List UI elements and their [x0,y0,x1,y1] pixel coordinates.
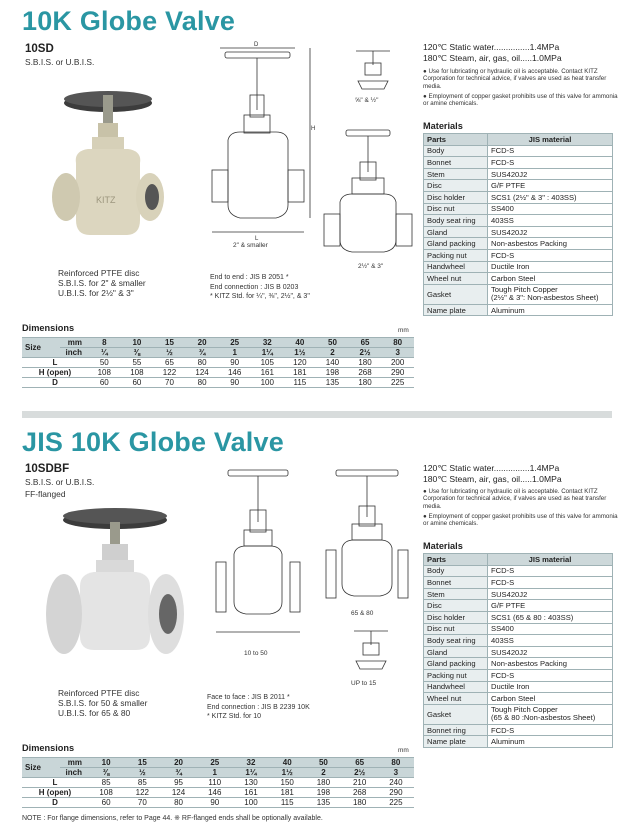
size-mm: 20 [160,758,196,768]
dimension-label: L [22,778,88,788]
dimensions-table-2 [22,757,414,808]
materials-table-2: Parts JIS material Body FCD-S Bonnet FCD-S Stem SUS420J2 Disc G/F PTFE Disc holder SCS1 (65 & 80 : 403SS) Disc nut SS400 Body seat ring 403SS Gland SUS420J2 Gland packing Non-asbestos Packing Packing nut FCD-S Handwheel Ductile Iron Wheel nut Carbon Steel Gasket Tough Pitch Copper (65 & 80 :Non-asbestos Sheet) Bonnet ring FCD-S Name plate Aluminum [423,553,613,748]
disc-note: Reinforced PTFE disc S.B.I.S. for 2" & smaller U.B.I.S. for 2½" & 3" [58,268,146,298]
dimension-row [22,378,414,388]
dimension-value: 90 [218,378,251,388]
part-material: FCD-S [488,669,613,681]
part-name: Packing nut [424,669,488,681]
part-name: Stem [424,588,488,600]
size-label: Size [22,338,60,358]
size-inch: ½ [124,768,160,778]
section-divider [22,411,612,418]
materials-row [424,273,613,285]
drawing-top [348,45,398,95]
part-material: G/F PTFE [488,180,613,192]
size-label: Size [22,758,60,778]
page-title-2: JIS 10K Globe Valve [22,427,284,457]
dimension-value: 140 [316,358,349,368]
size-inch: ¾ [160,768,196,778]
size-inch: 2½ [349,348,382,358]
dimension-value: 120 [284,358,317,368]
size-mm: 15 [124,758,160,768]
size-mm: 25 [218,338,251,348]
dim-l-label: L [255,236,259,242]
part-name: Body seat ring [424,215,488,227]
dimension-value: 80 [186,378,219,388]
part-name: Body [424,565,488,577]
materials-row [424,215,613,227]
part-material: Ductile Iron [488,261,613,273]
size-mm: 50 [316,338,349,348]
materials-row [424,226,613,238]
dimension-value: 180 [349,378,382,388]
flange-label: FF-flanged [25,489,66,499]
dimension-row [22,778,414,788]
dimension-value: 60 [121,378,154,388]
part-material: SCS1 (65 & 80 : 403SS) [488,611,613,623]
dimension-value: 135 [305,798,341,808]
part-material: Aluminum [488,304,613,316]
part-name: Disc nut [424,203,488,215]
dimension-value: 108 [121,368,154,378]
size-mm: 15 [153,338,186,348]
end-connection-info-2: Face to face : JIS B 2011 * End connection : JIS B 2239 10K * KITZ Std. for 10 [207,694,310,720]
part-material: FCD-S [488,157,613,169]
materials-row [424,284,613,304]
part-name: Name plate [424,736,488,748]
part-material: Non-asbestos Packing [488,658,613,670]
dimensions-title-2: Dimensions [22,743,75,753]
dimension-row [22,788,414,798]
size-inch: 1 [218,348,251,358]
usage-notes: ● Use for lubricating or hydraulic oil is acceptable. Contact KITZ Corporation for technical advice, if valves are used as heat transfer media. ● Employment of copper gasket prohibits use of this valve for ammonia or amine chemicals. [423,68,618,108]
dimension-row [22,368,414,378]
dimension-label: H (open) [22,368,88,378]
dimension-value: 122 [124,788,160,798]
size-inch: 2½ [342,768,378,778]
materials-row [424,724,613,736]
part-name: Disc holder [424,191,488,203]
dimension-value: 124 [186,368,219,378]
size-mm: 32 [233,758,269,768]
dimension-label: L [22,358,88,368]
part-material: FCD-S [488,577,613,589]
size-mm: 65 [342,758,378,768]
unit-mm-label: mm [60,758,88,768]
dimension-label: D [22,378,88,388]
materials-row [424,669,613,681]
part-material: G/F PTFE [488,600,613,612]
part-name: Disc [424,600,488,612]
dimension-value: 70 [124,798,160,808]
drawing-large-label: 2½" & 3" [358,263,384,270]
dim-h-label: H [311,126,316,132]
materials-row [424,577,613,589]
dim-d-label: D [254,42,259,48]
part-name: Gland [424,226,488,238]
part-name: Gasket [424,704,488,724]
dimension-row [22,798,414,808]
dimension-value: 161 [251,368,284,378]
drawing-top-2-label: UP to 15 [351,680,377,687]
dimension-label: D [22,798,88,808]
part-name: Disc holder [424,611,488,623]
dimension-value: 110 [197,778,233,788]
size-inch: 3 [378,768,414,778]
dimension-value: 85 [124,778,160,788]
dimension-label: H (open) [22,788,88,798]
size-mm: 32 [251,338,284,348]
part-name: Handwheel [424,681,488,693]
part-name: Bonnet ring [424,724,488,736]
part-name: Name plate [424,304,488,316]
part-material: FCD-S [488,565,613,577]
dimension-value: 290 [381,368,414,378]
part-name: Wheel nut [424,273,488,285]
materials-row [424,704,613,724]
valve-photo [48,85,178,260]
drawing-large [318,122,418,262]
part-material: SCS1 (2½" & 3" : 403SS) [488,191,613,203]
dimension-value: 100 [233,798,269,808]
dimension-value: 225 [381,378,414,388]
dimension-value: 150 [269,778,305,788]
materials-row [424,238,613,250]
materials-row [424,168,613,180]
dimension-value: 130 [233,778,269,788]
dimension-value: 181 [269,788,305,798]
dimension-value: 55 [121,358,154,368]
part-name: Bonnet [424,157,488,169]
materials-row [424,658,613,670]
dimension-value: 50 [88,358,121,368]
standard-label: S.B.I.S. or U.B.I.S. [25,57,95,67]
dimensions-table [22,337,414,388]
pressure-rating: 120℃ Static water...............1.4MPa 180℃ Steam, air, gas, oil.....1.0MPa [423,42,562,63]
dimension-value: 290 [378,788,414,798]
size-mm: 25 [197,758,233,768]
dimension-value: 225 [378,798,414,808]
size-inch: ¼ [88,348,121,358]
dimension-value: 146 [197,788,233,798]
dimension-value: 80 [160,798,196,808]
dimension-value: 105 [251,358,284,368]
materials-row [424,646,613,658]
part-material: SUS420J2 [488,168,613,180]
size-mm: 50 [305,758,341,768]
part-material: Tough Pitch Copper (2½" & 3": Non-asbestos Sheet) [488,284,613,304]
materials-row [424,203,613,215]
unit-inch-label: inch [60,768,88,778]
part-material: Carbon Steel [488,273,613,285]
materials-row [424,681,613,693]
dimension-value: 60 [88,378,121,388]
materials-row [424,261,613,273]
part-name: Gland [424,646,488,658]
dimension-value: 95 [160,778,196,788]
part-material: FCD-S [488,249,613,261]
size-mm: 80 [378,758,414,768]
materials-row [424,191,613,203]
dimension-value: 90 [218,358,251,368]
materials-row [424,611,613,623]
dimension-value: 200 [381,358,414,368]
part-material: 403SS [488,635,613,647]
dimension-value: 198 [316,368,349,378]
usage-notes-2: ● Use for lubricating or hydraulic oil is acceptable. Contact KITZ Corporation for technical advice, if valves are used as heat transfer media. ● Employment of copper gasket prohibits use of this valve for ammonia or amine chemicals. [423,488,618,528]
part-name: Stem [424,168,488,180]
dimensions-title: Dimensions [22,323,75,333]
part-material: FCD-S [488,145,613,157]
dimension-value: 268 [349,368,382,378]
dimension-value: 108 [88,788,124,798]
dimension-value: 180 [342,798,378,808]
part-material: Aluminum [488,736,613,748]
materials-title: Materials [423,121,463,131]
materials-row [424,736,613,748]
drawing-large-2 [320,462,415,607]
dimensions-unit-2: mm [398,747,409,754]
size-mm: 65 [349,338,382,348]
size-mm: 10 [88,758,124,768]
materials-row [424,588,613,600]
dimension-value: 146 [218,368,251,378]
drawing-top-2 [346,625,396,675]
dimension-value: 115 [269,798,305,808]
part-material: Non-asbestos Packing [488,238,613,250]
dimension-value: 65 [153,358,186,368]
size-inch: 2 [305,768,341,778]
unit-mm-label: mm [60,338,88,348]
drawing-small-2 [208,462,308,647]
dimension-value: 135 [316,378,349,388]
valve-photo-2 [40,508,190,678]
part-material: FCD-S [488,724,613,736]
part-material: SUS420J2 [488,588,613,600]
part-name: Body [424,145,488,157]
dimension-value: 124 [160,788,196,798]
size-inch: ⅜ [88,768,124,778]
materials-row [424,157,613,169]
size-inch: 1 [197,768,233,778]
part-name: Gland packing [424,658,488,670]
part-name: Wheel nut [424,693,488,705]
model-number-2: 10SDBF [25,463,70,475]
materials-row [424,304,613,316]
drawing-top-label: ⅝" & ½" [355,97,379,104]
dimension-value: 115 [284,378,317,388]
size-mm: 20 [186,338,219,348]
part-name: Gland packing [424,238,488,250]
dimension-value: 180 [349,358,382,368]
drawing-large-2-label: 65 & 80 [351,610,374,617]
part-material: Tough Pitch Copper (65 & 80 :Non-asbestos Sheet) [488,704,613,724]
page-title: 10K Globe Valve [22,6,236,36]
materials-row [424,693,613,705]
materials-row [424,180,613,192]
part-name: Gasket [424,284,488,304]
dimension-value: 108 [88,368,121,378]
dimension-value: 268 [342,788,378,798]
dimension-value: 198 [305,788,341,798]
size-inch: 1¼ [251,348,284,358]
dimension-value: 60 [88,798,124,808]
size-inch: 3 [381,348,414,358]
part-name: Disc [424,180,488,192]
dimension-value: 90 [197,798,233,808]
dimensions-unit: mm [398,327,409,334]
model-number: 10SD [25,43,54,55]
materials-row [424,145,613,157]
dimension-value: 180 [305,778,341,788]
drawing-small-2-label: 10 to 50 [244,650,268,657]
part-name: Handwheel [424,261,488,273]
disc-note-2: Reinforced PTFE disc S.B.I.S. for 50 & smaller U.B.I.S. for 65 & 80 [58,688,148,718]
dimension-value: 85 [88,778,124,788]
size-inch: 1½ [284,348,317,358]
standard-label-2: S.B.I.S. or U.B.I.S. [25,477,95,487]
size-inch: 1½ [269,768,305,778]
part-name: Body seat ring [424,635,488,647]
dimension-row [22,358,414,368]
size-inch: 2 [316,348,349,358]
drawing-small-label: 2" & smaller [233,242,268,249]
dimension-value: 122 [153,368,186,378]
dimension-value: 80 [186,358,219,368]
part-material: SS400 [488,623,613,635]
part-material: Ductile Iron [488,681,613,693]
dimension-value: 210 [342,778,378,788]
size-mm: 8 [88,338,121,348]
end-connection-info: End to end : JIS B 2051 * End connection : JIS B 0203 * KITZ Std. for ¼", ⅜", 2½", & 3" [210,274,310,300]
size-mm: 80 [381,338,414,348]
size-mm: 40 [269,758,305,768]
part-material: 403SS [488,215,613,227]
unit-inch-label: inch [60,348,88,358]
materials-row [424,623,613,635]
dimension-value: 100 [251,378,284,388]
part-material: SS400 [488,203,613,215]
size-inch: ¾ [186,348,219,358]
part-name: Bonnet [424,577,488,589]
dimension-value: 161 [233,788,269,798]
materials-row [424,600,613,612]
size-inch: ½ [153,348,186,358]
materials-title-2: Materials [423,541,463,551]
materials-table: Parts JIS material Body FCD-S Bonnet FCD-S Stem SUS420J2 Disc G/F PTFE Disc holder SCS1 (2½" & 3" : 403SS) Disc nut SS400 Body seat ring 403SS Gland SUS420J2 Gland packing Non-asbestos Packing Packing nut FCD-S Handwheel Ductile Iron Wheel nut Carbon Steel Gasket Tough Pitch Copper (2½" & 3": Non-asbestos Sheet) Name plate Aluminum [423,133,613,316]
footnote: NOTE : For flange dimensions, refer to Page 44. ※ RF-flanged ends shall be optionally available. [22,815,323,822]
materials-row [424,565,613,577]
part-name: Disc nut [424,623,488,635]
size-inch: 1¼ [233,768,269,778]
materials-row [424,635,613,647]
part-material: SUS420J2 [488,646,613,658]
svg-text:KITZ: KITZ [96,195,116,205]
drawing-small [200,40,320,255]
part-material: Carbon Steel [488,693,613,705]
part-material: SUS420J2 [488,226,613,238]
part-name: Packing nut [424,249,488,261]
pressure-rating-2: 120℃ Static water...............1.4MPa 180℃ Steam, air, gas, oil.....1.0MPa [423,463,562,484]
size-inch: ⅜ [121,348,154,358]
materials-row [424,249,613,261]
size-mm: 40 [284,338,317,348]
size-mm: 10 [121,338,154,348]
dimension-value: 240 [378,778,414,788]
dimension-value: 70 [153,378,186,388]
dimension-value: 181 [284,368,317,378]
